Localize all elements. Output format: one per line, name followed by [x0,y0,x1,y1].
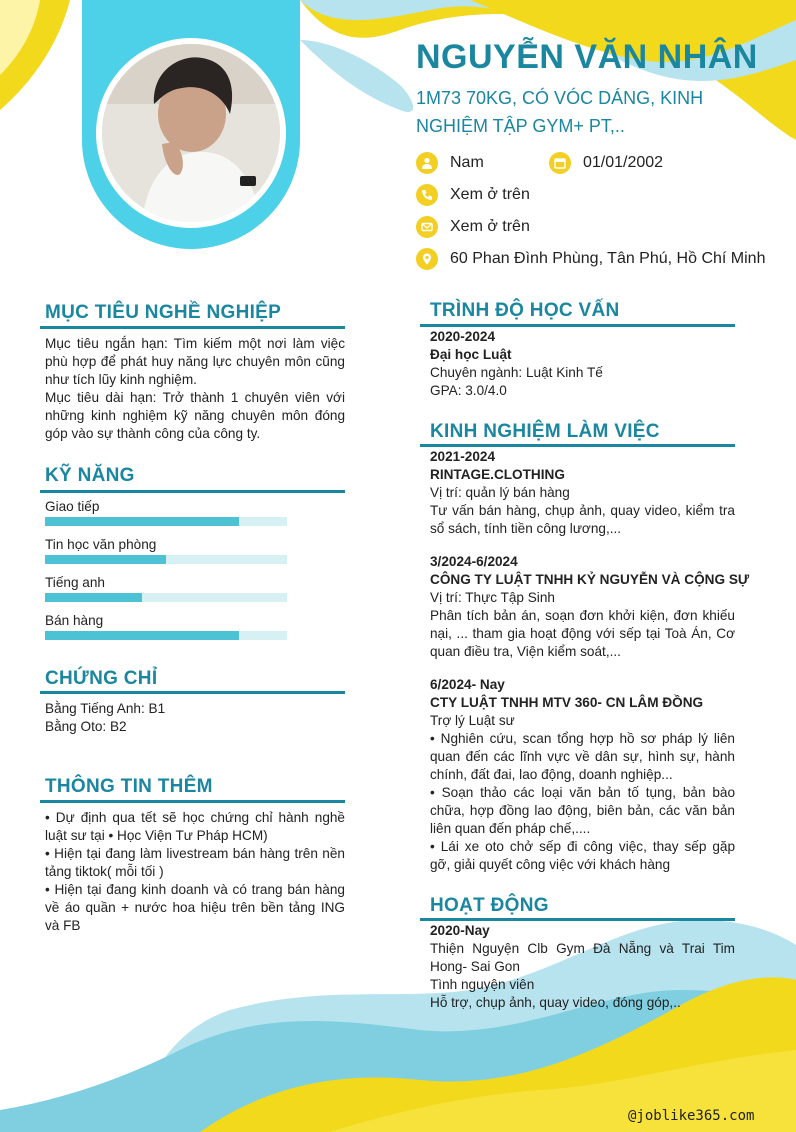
watermark: @joblike365.com [628,1108,755,1124]
job-description: • Nghiên cứu, scan tổng hợp hồ sơ pháp lý liên quan đến các lĩnh vực về dân sự, hình sự, hành chính, đất đai, lao động, doanh nghiệp... [430,731,735,782]
job-period: 2021-2024 [430,449,496,464]
experience-divider [420,444,735,447]
job-company: CÔNG TY LUẬT TNHH KỶ NGUYỄN VÀ CỘNG SỰ [430,572,750,587]
activity-entry [430,922,735,1012]
certificate-driving: Bằng Oto: B2 [45,719,127,734]
job-description: • Lái xe oto chở sếp đi công việc, thay sếp gặp gỡ, giải quyết công việc với khách hàng [430,839,735,872]
experience-entry [430,676,735,874]
job-role: Vị trí: Thực Tập Sinh [430,590,555,605]
address-value: 60 Phan Đình Phùng, Tân Phú, Hồ Chí Minh [450,250,766,267]
job-description: • Soạn thảo các loại văn bản tố tụng, bản bào chữa, hợp đồng lao động, biên bản, các văn bản liên quan đến pháp chế,.... [430,785,735,836]
extra-info-title: THÔNG TIN THÊM [45,776,213,797]
career-objective-title: MỤC TIÊU NGHỀ NGHIỆP [45,302,282,323]
job-period: 3/2024-6/2024 [430,554,518,569]
long-term-goal: Mục tiêu dài hạn: Trở thành 1 chuyên viên với những kinh nghiệm kỹ năng chuyên môn đóng góp vào sự thành công của công ty. [45,390,345,441]
extra-info-item: • Hiện tại đang làm livestream bán hàng trên nền tảng tiktok( mỗi tối ) [45,846,345,879]
calendar-icon [549,152,571,174]
job-description: Phân tích bản án, soạn đơn khởi kiện, đơn khiếu nại, ... tham gia hoạt động với sếp tại Toà Án, Cơ quan điều tra, Viện kiểm soát,... [430,608,735,659]
avatar-photo [102,44,280,222]
extra-info-text [45,809,345,935]
job-role: Vị trí: quản lý bán hàng [430,485,570,500]
skill-level-fill [45,593,142,602]
skill-level-fill [45,517,239,526]
skill-level-bar [45,517,287,526]
certificates-text [45,700,345,736]
address-row [416,248,765,270]
gender-row [416,152,484,174]
location-pin-icon [416,248,438,270]
experience-title: KINH NGHIỆM LÀM VIỆC [430,421,660,442]
extra-info-item: • Hiện tại đang kinh doanh và có trang bán hàng về áo quần + nước hoa hiệu trên bền tảng ING và FB [45,882,345,933]
user-icon [416,152,438,174]
education-major: Chuyên ngành: Luật Kinh Tế [430,365,603,380]
experience-entry [430,553,750,661]
job-period: 6/2024- Nay [430,677,505,692]
email-row [416,216,530,238]
education-school: Đại học Luật [430,347,512,362]
career-objective-text [45,335,345,443]
job-company: CTY LUẬT TNHH MTV 360- CN LÂM ĐỒNG [430,695,704,710]
skill-name: Bán hàng [45,613,104,628]
experience-entry [430,448,735,538]
gender-value: Nam [450,154,484,171]
activity-organization: Thiện Nguyện Clb Gym Đà Nẵng và Trai Tim Hong- Sai Gon [430,941,735,974]
phone-icon [416,184,438,206]
skills-divider [40,490,345,493]
certificates-divider [40,691,345,694]
skill-name: Tin học văn phòng [45,537,157,552]
job-description: Tư vấn bán hàng, chụp ảnh, quay video, kiểm tra sổ sách, tính tiền công lương,... [430,503,735,536]
career-objective-divider [40,326,345,329]
mail-icon [416,216,438,238]
birthdate-row [549,152,663,174]
activity-period: 2020-Nay [430,923,490,938]
education-divider [420,324,735,327]
skill-level-bar [45,555,287,564]
activity-description: Hỗ trợ, chụp ảnh, quay video, đóng góp,.. [430,995,681,1010]
avatar [96,38,286,228]
extra-info-item: • Dự định qua tết sẽ học chứng chỉ hành nghề luật sư tại • Học Viện Tư Pháp HCM) [45,810,345,843]
education-gpa: GPA: 3.0/4.0 [430,383,507,398]
extra-info-divider [40,800,345,803]
skill-level-bar [45,593,287,602]
phone-value: Xem ở trên [450,186,530,203]
email-value: Xem ở trên [450,218,530,235]
skill-name: Giao tiếp [45,499,100,514]
phone-row [416,184,530,206]
birthdate-value: 01/01/2002 [583,154,664,171]
skill-level-fill [45,631,239,640]
skill-level-bar [45,631,287,640]
certificate-english: Bằng Tiếng Anh: B1 [45,701,166,716]
certificates-title: CHỨNG CHỈ [45,668,158,689]
skill-name: Tiếng anh [45,575,105,590]
candidate-subtitle: 1M73 70KG, CÓ VÓC DÁNG, KINH NGHIỆM TẬP GYM+ PT,.. [416,88,704,136]
education-entry [430,328,735,400]
job-company: RINTAGE.CLOTHING [430,467,565,482]
skill-level-fill [45,555,166,564]
activities-title: HOẠT ĐỘNG [430,895,549,916]
education-period: 2020-2024 [430,329,496,344]
activities-divider [420,918,735,921]
skills-title: KỸ NĂNG [45,465,135,486]
candidate-name: NGUYỄN VĂN NHÂN [416,38,758,76]
education-title: TRÌNH ĐỘ HỌC VẤN [430,300,620,321]
job-role: Trợ lý Luật sư [430,713,515,728]
activity-role: Tình nguyện viên [430,977,535,992]
short-term-goal: Mục tiêu ngắn hạn: Tìm kiếm một nơi làm việc phù hợp để phát huy năng lực chuyên môn cũng như tích lũy kinh nghiệm. [45,336,345,387]
